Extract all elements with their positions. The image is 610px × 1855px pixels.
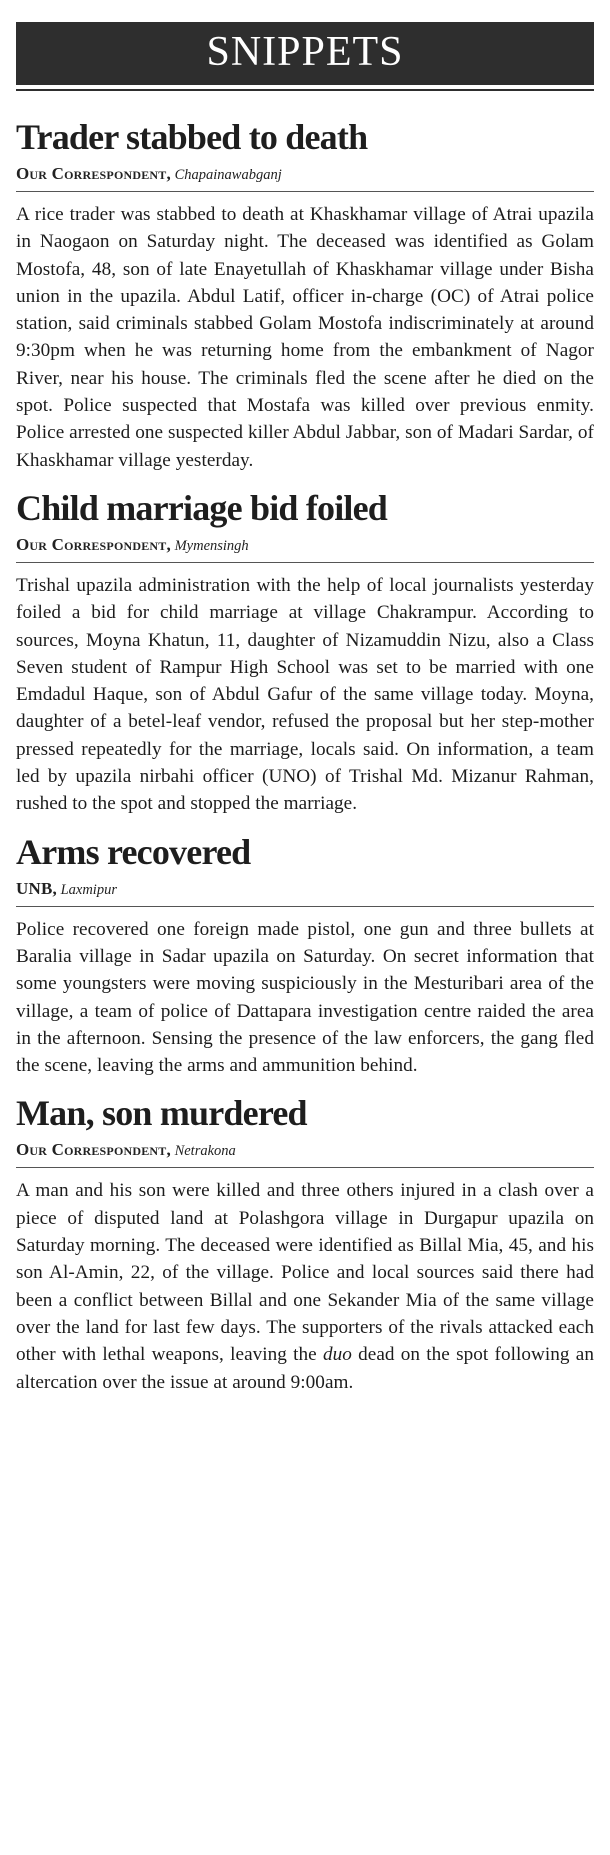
byline-place: Mymensingh: [174, 537, 249, 554]
byline-source: Our Correspondent,: [16, 1140, 171, 1160]
section-banner: [16, 22, 594, 85]
article-man-son-murdered: [16, 1093, 594, 1395]
byline-divider: [16, 1167, 594, 1168]
byline-place: Chapainawabganj: [174, 167, 282, 183]
byline-place: Laxmipur: [60, 881, 117, 898]
article-headline: Arms recovered: [16, 831, 251, 872]
article-trader-stabbed: [16, 117, 594, 474]
article-arms-recovered: [16, 832, 594, 1080]
article-headline: Trader stabbed to death: [16, 117, 368, 157]
section-title: SNIPPETS: [206, 29, 404, 75]
article-byline: [16, 879, 594, 900]
article-byline: [16, 535, 594, 556]
article-headline: Child marriage bid foiled: [16, 487, 388, 528]
article-byline: [16, 1140, 594, 1161]
article-byline: [16, 164, 594, 185]
article-headline: Man, son murdered: [16, 1093, 307, 1134]
byline-place: Netrakona: [174, 1143, 236, 1160]
byline-source: Our Correspondent,: [16, 164, 171, 183]
byline-source: Our Correspondent,: [16, 534, 171, 554]
byline-divider: [16, 191, 594, 192]
byline-divider: [16, 562, 594, 563]
article-body: [16, 1177, 594, 1395]
body-text-italic: duo: [322, 1344, 352, 1366]
article-child-marriage: [16, 488, 594, 818]
byline-source: UNB,: [16, 878, 57, 898]
article-body: A rice trader was stabbed to death at Khaskhamar village of Atrai upazila in Naogaon on Saturday night. The deceased was identified as Golam Mostofa, 48, son of late Enayetullah of Khaskhamar village under Bisha union in the upazila. Abdul Latif, officer in-charge (OC) of Atrai police station, said criminals stabbed Golam Mostofa indiscriminately at around 9:30pm when he was returning home from the embankment of Nagor River, near his house. The criminals fled the scene after he died on the spot. Police suspected that Mostafa was killed over previous enmity. Police arrested one suspected killer Abdul Jabbar, son of Madari Sardar, of Khaskhamar village yesterday.: [16, 204, 594, 471]
article-body: Trishal upazila administration with the help of local journalists yesterday foiled a bid for child marriage at village Chakrampur. According to sources, Moyna Khatun, 11, daughter of Nizamuddin Nizu, also a Class Seven student of Rampur High School was set to be married with one Emdadul Haque, son of Abdul Gafur of the same village today. Moyna, daughter of a betel-leaf vendor, refused the proposal but her step-mother pressed repeatedly for the marriage, locals said. On information, a team led by upazila nirbahi officer (UNO) of Trishal Md. Mizanur Rahman, rushed to the spot and stopped the marriage.: [16, 574, 594, 815]
banner-rule: [16, 89, 594, 91]
article-body: Police recovered one foreign made pistol, one gun and three bullets at Baralia village in Sadar upazila on Saturday. On secret information that some youngsters were moving suspiciously in the Mesturibari area of the village, a team of police of Dattapara investigation centre raided the area in the afternoon. Sensing the presence of the law enforcers, the gang fled the scene, leaving the arms and ammunition behind.: [16, 918, 594, 1077]
byline-divider: [16, 906, 594, 907]
body-text-start: A man and his son were killed and three others injured in a clash over a piece of disputed land at Polashgora village in Durgapur upazila on Saturday morning. The deceased were identified as Billal Mia, 45, and his son Al-Amin, 22, of the village. Police and local sources said there had been a conflict between Billal and one Sekander Mia of the same village over the land for last few days. The supporters of the rivals attacked each other with lethal weapons, leaving the: [16, 1180, 594, 1366]
body-text-end: dead on the spot following an altercation over the issue at around 9:00am.: [16, 1344, 594, 1393]
